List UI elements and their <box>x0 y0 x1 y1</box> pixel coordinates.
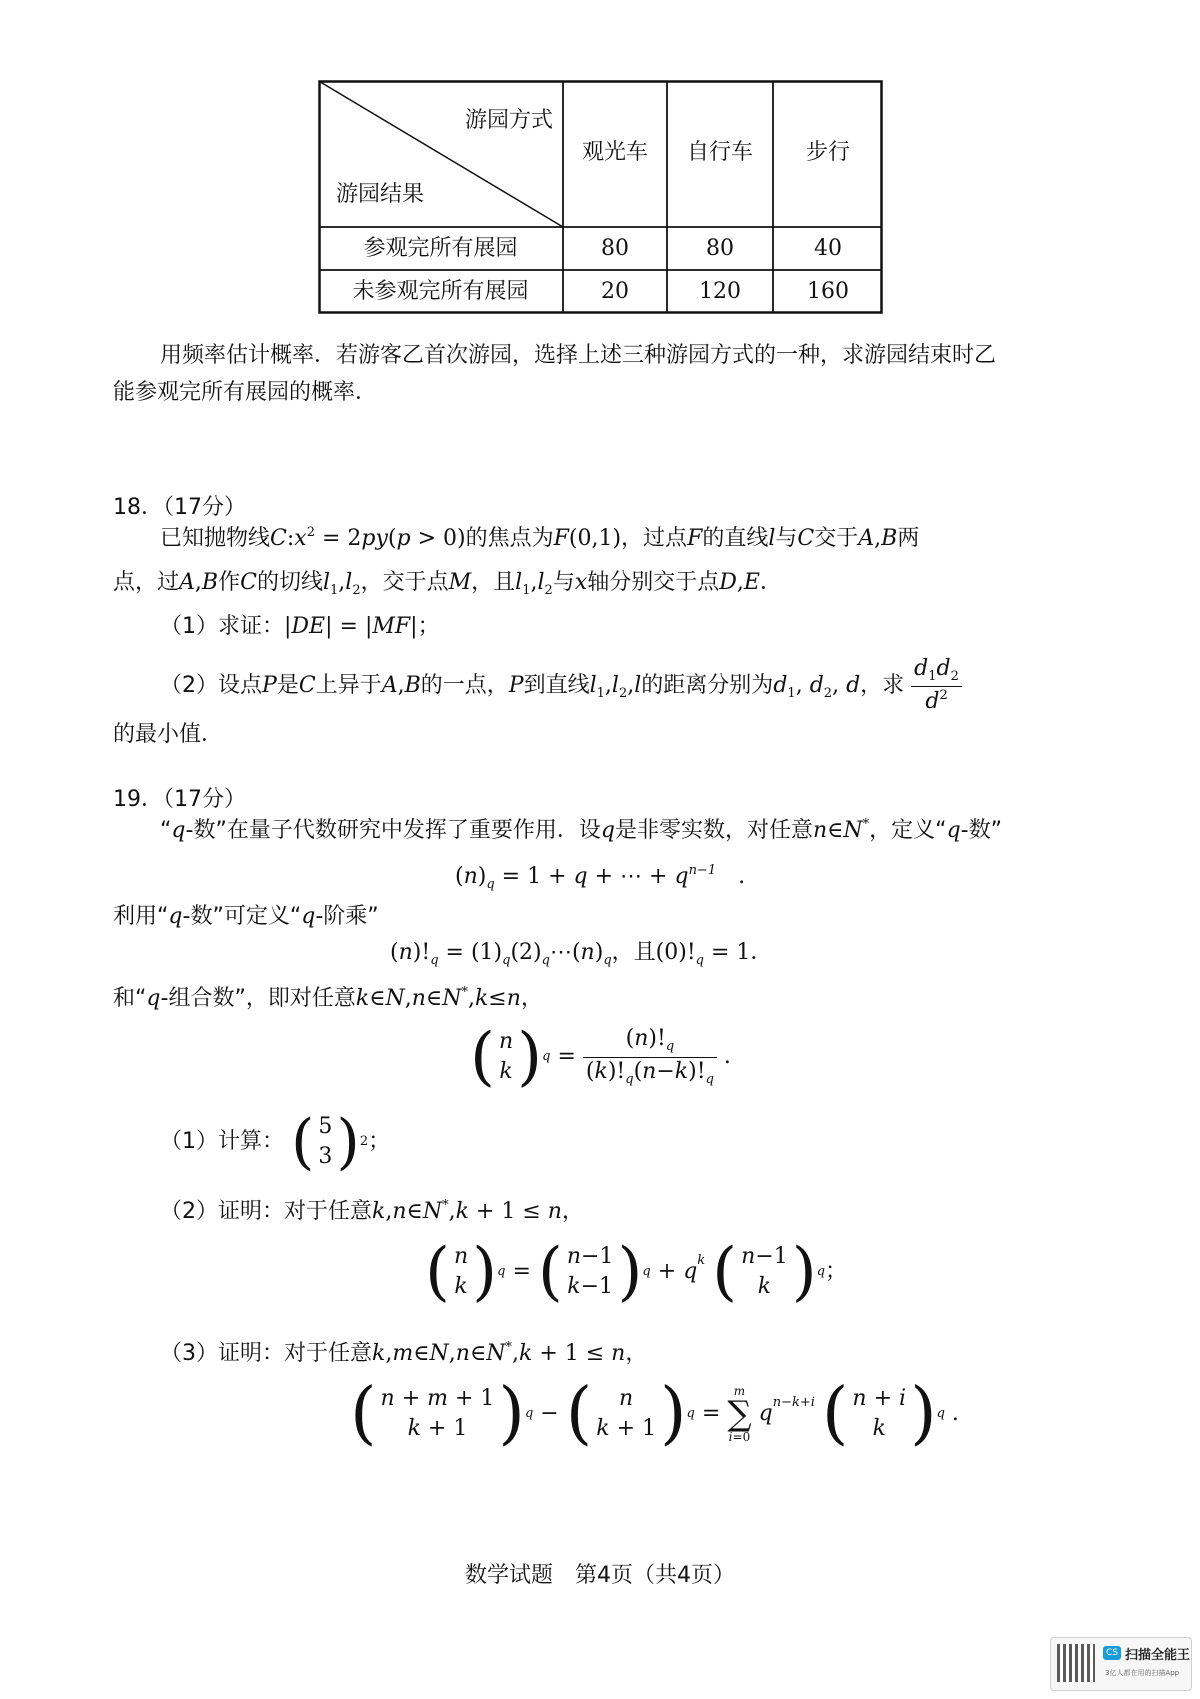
q17-text-line1: 用频率估计概率．若游客乙首次游园，选择上述三种游园方式的一种，求游园结束时乙 <box>160 343 997 368</box>
q19-pascal-identity: ( n k ) q = ( n−1 k−1 ) q + $q^k$ ( n−1 k ) q ； <box>425 1235 848 1309</box>
row-label-1: 参观完所有展园 <box>363 236 518 261</box>
q19-intro: “q-数”在量子代数研究中发挥了重要作用．设q是非零实数，对任意n∈N*，定义“q-数” <box>160 817 1003 843</box>
table-cell: 120 <box>699 279 741 304</box>
q19-part3: （3）证明：对于任意k,m∈N,n∈N*,k + 1 ≤ n， <box>160 1340 648 1366</box>
table-cell: 80 <box>601 236 629 261</box>
watermark-tagline: 3亿人都在用的扫描App <box>1105 1669 1180 1677</box>
watermark-brand: 扫描全能王 <box>1125 1648 1191 1663</box>
q19-heading: 19．（17分） <box>113 787 246 812</box>
ratio-fraction: $\frac{d_1d_2}{d^2}$ <box>911 657 962 714</box>
table-cell: 20 <box>601 279 629 304</box>
col-header-2: 自行车 <box>686 140 753 165</box>
q19-part1: （1）计算： ( 5 3 ) 2 ； <box>160 1107 391 1177</box>
q18-part2-tail: 的最小值． <box>113 722 224 747</box>
qr-code-icon <box>1057 1644 1095 1682</box>
q17-text-line2: 能参观完所有展园的概率． <box>113 380 378 405</box>
header-result: 游园结果 <box>336 182 425 207</box>
q19-q-number-formula: $(n)_q = 1 + q$ + ⋯ + $q^{n-1}$ . <box>455 863 746 892</box>
tour-result-table <box>318 80 883 314</box>
table-cell: 80 <box>706 236 734 261</box>
q19-sum-identity: ( n + m + 1 k + 1 ) q − ( n k + 1 ) q = m ∑ i=0 $q^{n-k+i}$ ( n + i k ) q . <box>350 1374 959 1453</box>
table-cell: 160 <box>807 279 849 304</box>
row-label-2: 未参观完所有展园 <box>352 279 529 304</box>
col-header-1: 观光车 <box>581 140 648 165</box>
q19-factorial-intro: 利用“q-数”可定义“q-阶乘” <box>113 904 379 929</box>
q19-part2: （2）证明：对于任意k,n∈N*,k + 1 ≤ n， <box>160 1198 584 1224</box>
camscanner-logo-icon: CS <box>1103 1646 1121 1660</box>
q18-stem-line2: 点，过A,B作C的切线$l_1,l_2$，交于点M，且$l_1,l_2$与x轴分别交于点D,E． <box>113 570 782 598</box>
table-cell: 40 <box>814 236 842 261</box>
q18-part2: （2）设点P是C上异于A,B的一点，P到直线$l_1,l_2,l$的距离分别为$d_1$, $d_2$, d，求 $\frac{d_1d_2}{d^2}$ <box>160 657 962 714</box>
col-header-3: 步行 <box>805 140 850 165</box>
q19-factorial-formula: $(n)!_q$ = $(1)_q(2)_q\cdots(n)_q$，且$(0)!_q = 1$． <box>390 940 773 968</box>
q18-stem-line1: 已知抛物线$C:x^2 = 2py(p > 0)$的焦点为F(0,1)，过点F的直线l与C交于A,B两 <box>160 525 920 551</box>
q19-comb-intro: 和“q-组合数”，即对任意k∈N,n∈N*,k≤n， <box>113 985 543 1011</box>
q18-heading: 18．（17分） <box>113 495 246 520</box>
scanner-watermark <box>1050 1637 1192 1691</box>
q18-part1: （1）求证：|DE| = |MF|； <box>160 614 440 639</box>
header-method: 游园方式 <box>464 108 553 133</box>
page-footer: 数学试题 第4页（共4页） <box>465 1563 735 1588</box>
q19-binomial-definition: ( n k ) q = $\frac{(n)!_q}{(k)!_q(n-k)!_q}$ . <box>470 1020 731 1094</box>
